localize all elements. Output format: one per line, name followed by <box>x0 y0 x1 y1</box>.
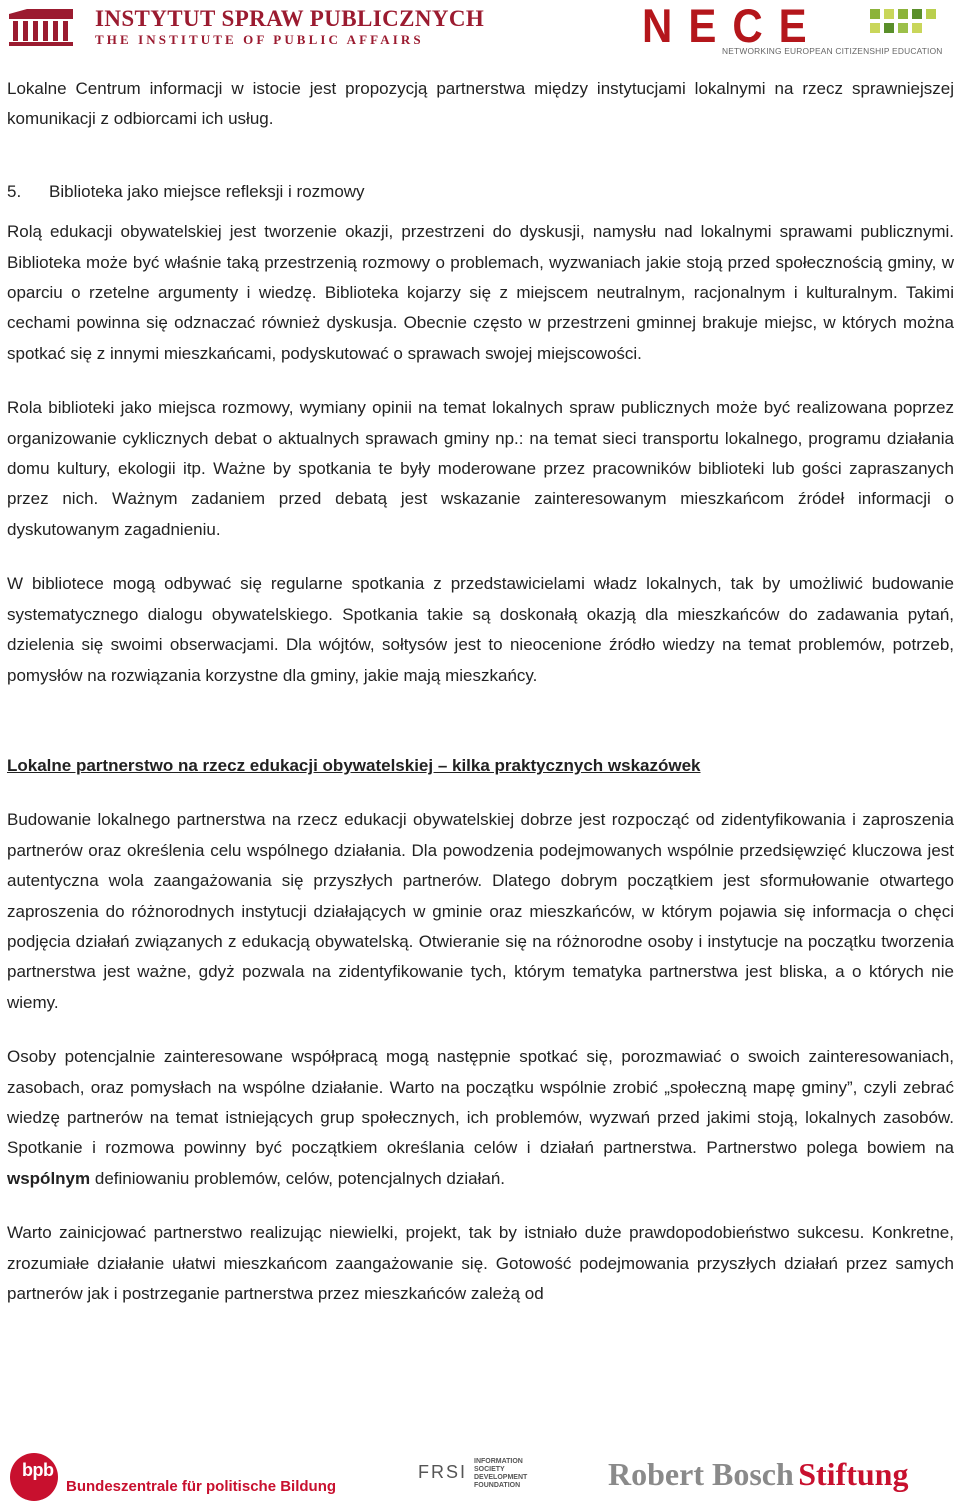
document-body <box>7 74 954 1309</box>
isp-logo-text <box>95 6 484 48</box>
frsi-logo-subtitle: INFORMATION SOCIETY DEVELOPMENT FOUNDATION <box>474 1458 528 1489</box>
partnership-paragraph-3: Warto zainicjować partnerstwo realizując niewielki, projekt, tak by istniało duże prawdopodobieństwo sukcesu. Konkretne, zrozumiałe działanie ułatwi mieszkańcom zaangażowanie się. Gotowość podejmowania przyszłych działań przez samych partnerów jak i postrzeganie partnerstwa przez mieszkańców zależą od <box>7 1223 954 1303</box>
nece-stars-icon <box>866 7 952 43</box>
nece-logo <box>642 0 952 58</box>
partnership-paragraph-2-end: definiowaniu problemów, celów, potencjalnych działań. <box>94 1168 506 1188</box>
section-5-paragraph-1: Rolą edukacji obywatelskiej jest tworzenie okazji, przestrzeni do dyskusji, namysłu nad lokalnymi sprawami publicznymi. Biblioteka może być właśnie taką przestrzenią rozmowy o problemach, wyzwaniach jakie stoją przed społecznością gminy, w oparciu o rzetelne argumenty i wiedzę. Biblioteka kojarzy się z miejscem neutralnym, racjonalnym i kulturalnym. Takimi cechami powinna się odznaczać również dyskusja. Obecnie często w przestrzeni gminnej brakuje miejsc, w których można spotkać się z innymi mieszkańcami, podyskutować o sprawach swojej miejscowości. <box>7 222 954 363</box>
nece-logo-letters: NECE <box>642 0 823 53</box>
nece-subtitle: NETWORKING EUROPEAN CITIZENSHIP EDUCATION <box>722 46 943 56</box>
partnership-paragraph-1: Budowanie lokalnego partnerstwa na rzecz edukacji obywatelskiej dobrze jest rozpocząć od zidentyfikowania i zaproszenia partnerów oraz określenia celu wspólnego działania. Dla powodzenia podejmowanych wspólnie przedsięwzięć kluczowa jest autentyczna wola zaangażowania się przyszłych partnerów. Dlatego dobrym początkiem jest sformułowanie otwartego zaproszenia do różnorodnych instytucji działających w gminie oraz mieszkańców, w którym pojawia się informacja o chęci podjęcia działań związanych z edukacją obywatelską. Otwieranie się na różnorodne osoby i instytucje na początku tworzenia partnerstwa jest ważne, gdyż pozwala na zidentyfikowanie tych, którym tematyka partnerstwa jest bliska, a o których nie wiemy. <box>7 810 954 1012</box>
isp-building-logo <box>7 8 75 48</box>
frsi-logo: FRSI <box>418 1462 468 1482</box>
robert-bosch-stiftung-logo <box>608 1456 908 1493</box>
section-5-number: 5. <box>7 181 22 201</box>
rbs-stiftung: Stiftung <box>798 1456 909 1492</box>
partnership-paragraph-2-bold: wspólnym <box>7 1168 91 1188</box>
bpb-logo-name: Bundeszentrale für politische Bildung <box>66 1478 337 1495</box>
section-5-heading <box>7 177 954 207</box>
section-5-title: Biblioteka jako miejsce refleksji i rozmowy <box>49 181 365 201</box>
isp-name-en: THE INSTITUTE OF PUBLIC AFFAIRS <box>95 32 424 47</box>
page-header <box>0 0 960 62</box>
intro-paragraph: Lokalne Centrum informacji w istocie jest propozycją partnerstwa między instytucjami lokalnymi na rzecz sprawniejszej komunikacji z odbiorcami ich usług. <box>7 79 954 129</box>
bpb-logo-short: bpb <box>22 1460 54 1480</box>
rbs-name: Robert Bosch <box>608 1456 794 1492</box>
section-5-paragraph-3: W bibliotece mogą odbywać się regularne spotkania z przedstawicielami władz lokalnych, tak by umożliwić budowanie systematycznego dialogu obywatelskiego. Spotkania takie są doskonałą okazją dla mieszkańców do zadawania pytań, dzielenia się swoimi obserwacjami. Dla wójtów, sołtysów jest to nieocenione źródło wiedzy na temat problemów, potrzeb, pomysłów na rozwiązania korzystne dla gminy, jakie mają mieszkańcy. <box>7 574 954 685</box>
partnership-paragraph-2-text: Osoby potencjalnie zainteresowane współpracą mogą następnie spotkać się, porozmawiać o swoich zainteresowaniach, zasobach, oraz pomysłach na wspólne działanie. Warto na początku wspólnie zrobić „społeczną mapę gminy”, czyli zebrać wiedzę partnerów na temat istniejących grup społecznych, ich problemów, wyzwań przed jakimi stoją, lokalnych zasobów. Spotkanie i rozmowa powinny być początkiem określania celów i działań partnerstwa. Partnerstwo polega bowiem na <box>7 1047 954 1158</box>
partnership-heading: Lokalne partnerstwo na rzecz edukacji obywatelskiej – kilka praktycznych wskazówek <box>7 755 701 775</box>
svg-text:★: ★ <box>930 25 939 36</box>
isp-name-pl: INSTYTUT SPRAW PUBLICZNYCH <box>95 6 485 31</box>
section-5-paragraph-2: Rola biblioteki jako miejsca rozmowy, wymiany opinii na temat lokalnych spraw publicznych może być realizowana poprzez organizowanie cyklicznych debat o aktualnych sprawach gminy np.: na temat sieci transportu lokalnego, programu działania domu kultury, ekologii itp. Ważne by spotkania te były moderowane przez pracowników biblioteki lub gości zapraszanych przez nich. Ważnym zadaniem przed debatą jest wskazanie zainteresowanym mieszkańcom źródeł informacji o dyskutowanym zagadnieniu. <box>7 398 954 539</box>
partnership-paragraph-2 <box>7 1042 954 1194</box>
page-footer <box>0 1444 960 1511</box>
